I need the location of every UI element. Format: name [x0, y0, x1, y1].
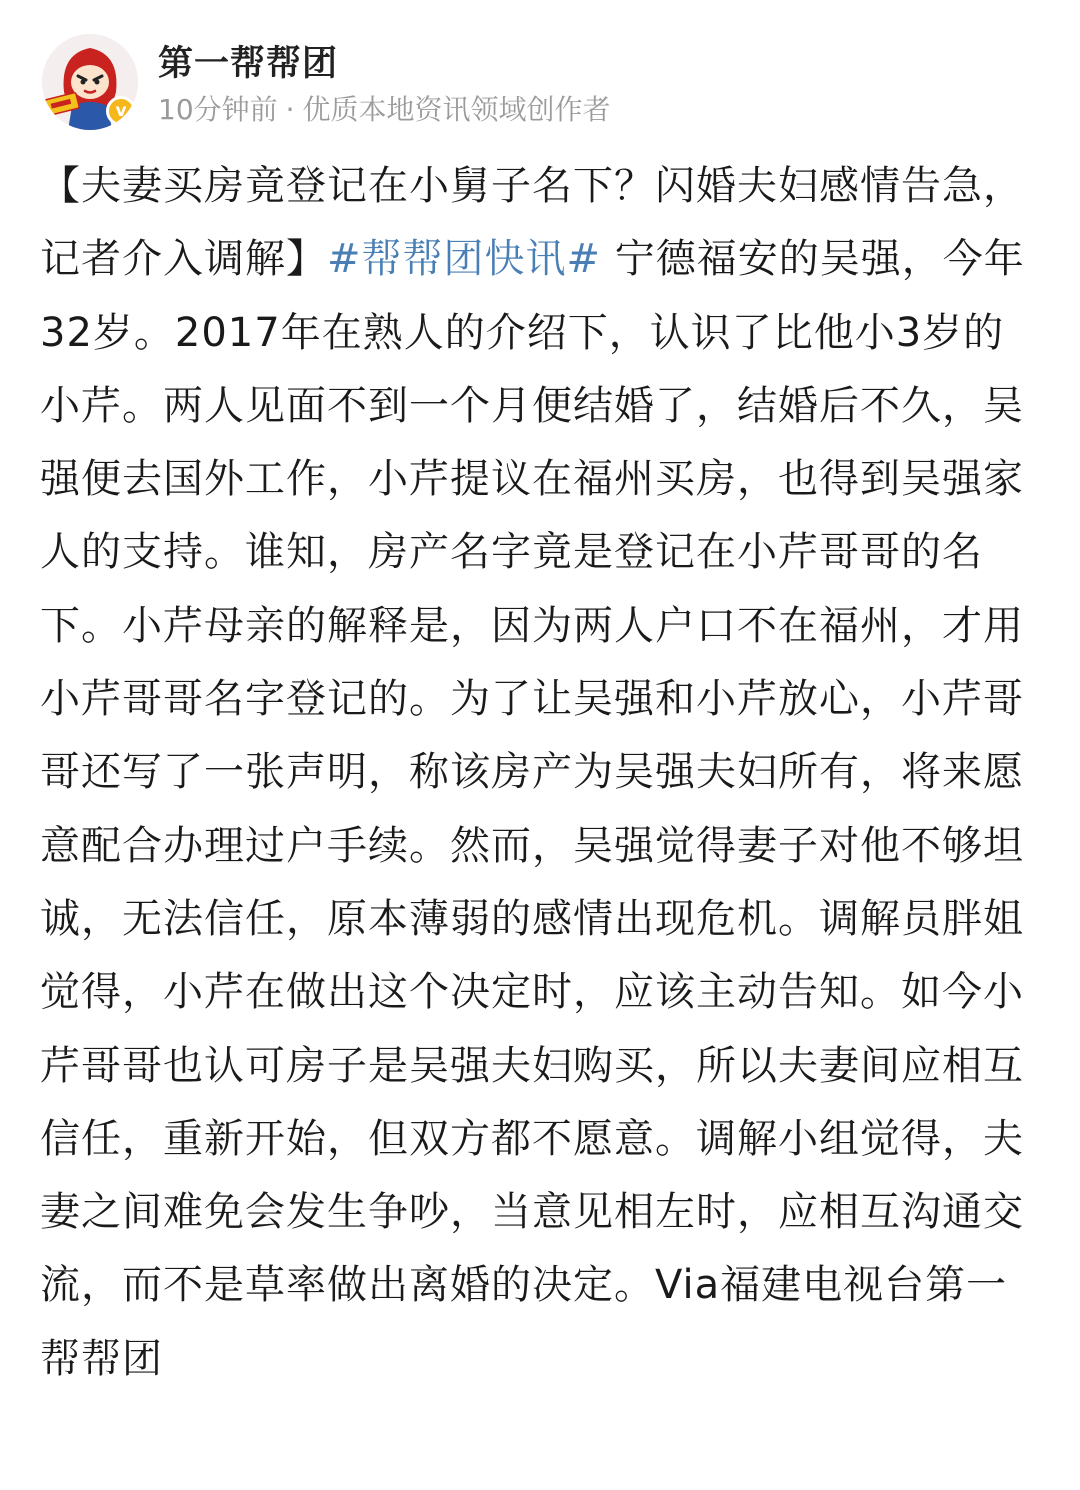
post-title: 【夫妻买房竟登记在小舅子名下？闪婚夫妇感情告急，记者介入调解】: [40, 163, 1024, 283]
author-certification: 优质本地资讯领域创作者: [302, 93, 611, 126]
post-meta: [158, 88, 611, 128]
meta-separator: ·: [285, 93, 295, 126]
verified-badge-icon: v: [106, 96, 136, 126]
post-time: 10分钟前: [158, 93, 278, 126]
author-name[interactable]: 第一帮帮团: [158, 44, 339, 84]
author-avatar[interactable]: [42, 34, 138, 130]
post-body: [40, 150, 1040, 1396]
hashtag-link[interactable]: #帮帮团快讯#: [327, 236, 602, 283]
post-text: 宁德福安的吴强，今年32岁。2017年在熟人的介绍下，认识了比他小3岁的小芹。两人见面不到一个月便结婚了，结婚后不久，吴强便去国外工作，小芹提议在福州买房，也得到吴强家人的支持。谁知，房产名字竟是登记在小芹哥哥的名下。小芹母亲的解释是，因为两人户口不在福州，才用小芹哥哥名字登记的。为了让吴强和小芹放心，小芹哥哥还写了一张声明，称该房产为吴强夫妇所有，将来愿意配合办理过户手续。然而，吴强觉得妻子对他不够坦诚，无法信任，原本薄弱的感情出现危机。调解员胖姐觉得，小芹在做出这个决定时，应该主动告知。如今小芹哥哥也认可房子是吴强夫妇购买，所以夫妻间应相互信任，重新开始，但双方都不愿意。调解小组觉得，夫妻之间难免会发生争吵，当意见相左时，应相互沟通交流，而不是草率做出离婚的决定。Via福建电视台第一帮帮团: [40, 236, 1025, 1382]
post-header: [42, 34, 1042, 130]
